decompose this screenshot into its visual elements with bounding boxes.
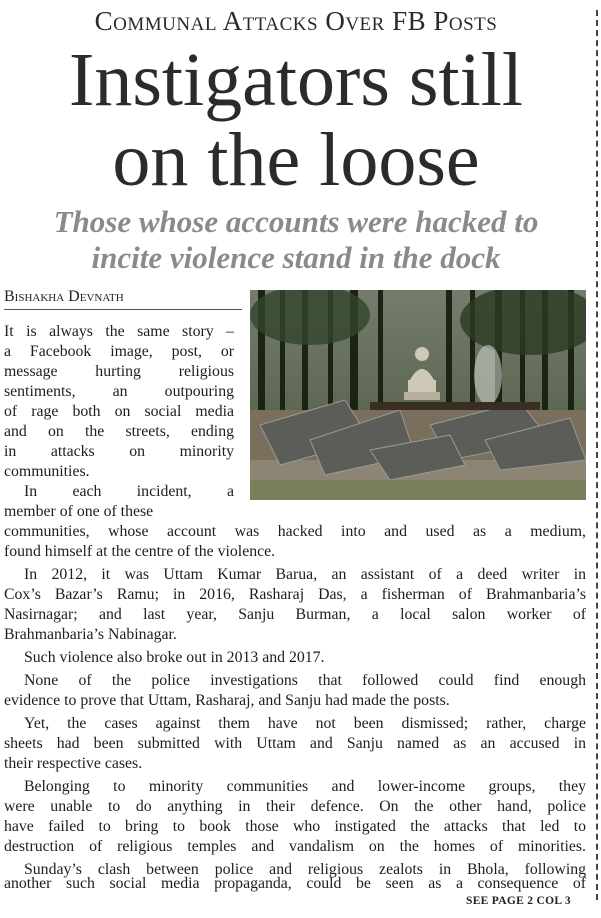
body-line: member of one of these [4, 503, 154, 520]
body-line: have failed to bring to book those who instigated the attacks that led to [4, 818, 586, 835]
body-line: In 2012, it was Uttam Kumar Barua, an assistant of a deed writer in [24, 566, 586, 583]
body-line: communities. [4, 463, 90, 480]
headline [0, 40, 592, 200]
body-line: a Facebook image, post, or [4, 343, 234, 360]
body-line: evidence to prove that Uttam, Rasharaj, and Sanju had made the posts. [4, 692, 450, 709]
body-line: Yet, the cases against them have not been dismissed; rather, charge [24, 715, 586, 732]
body-line: found himself at the centre of the violence. [4, 543, 276, 560]
body-line: Brahmanbaria’s Nabinagar. [4, 626, 177, 643]
headline-line-2: on the loose [112, 118, 480, 202]
body-line: communities, whose account was hacked into and used as a medium, [4, 523, 586, 540]
deck-line-1: Those whose accounts were hacked to [53, 204, 539, 239]
kicker: Communal Attacks Over FB Posts [94, 6, 498, 36]
news-photo [250, 290, 586, 500]
body-line: None of the police investigations that followed could find enough [24, 672, 586, 689]
body-line: Cox’s Bazar’s Ramu; in 2016, Rasharaj Das, a fisherman of Brahmanbaria’s [4, 586, 586, 603]
body-line: and on the streets, ending [4, 423, 234, 440]
deck [0, 204, 592, 276]
body-line: In each incident, a [24, 483, 234, 500]
column-divider [596, 10, 598, 900]
body-line: sheets had been submitted with Uttam and Sanju named as an accused in [4, 735, 586, 752]
body-line: Nasirnagar; and last year, Sanju Burman, a local salon worker of [4, 606, 586, 623]
body-line: their respective cases. [4, 755, 143, 772]
body-line: destruction of religious temples and vandalism on the homes of minorities. [4, 838, 586, 855]
body-line: Belonging to minority communities and lower-income groups, they [24, 778, 586, 795]
body-line: of rage both on social media [4, 403, 234, 420]
deck-line-2: incite violence stand in the dock [91, 240, 501, 275]
body-line: were unable to do anything in their defence. On the other hand, police [4, 798, 586, 815]
body-line: It is always the same story – [4, 323, 234, 340]
body-line: sentiments, an outpouring [4, 383, 234, 400]
body-line: Sunday’s clash between police and religious zealots in Bhola, following [24, 861, 586, 878]
body-line: Such violence also broke out in 2013 and 2017. [24, 649, 325, 666]
body-line: in attacks on minority [4, 443, 234, 460]
headline-line-1: Instigators still [69, 38, 523, 122]
byline-rule [4, 309, 242, 310]
continuation-link[interactable]: SEE PAGE 2 COL 3 [466, 895, 571, 907]
byline: Bishakha Devnath [4, 288, 124, 305]
body-line: another such social media propaganda, could be seen as a consequence of [4, 875, 586, 892]
body-line: message hurting religious [4, 363, 234, 380]
